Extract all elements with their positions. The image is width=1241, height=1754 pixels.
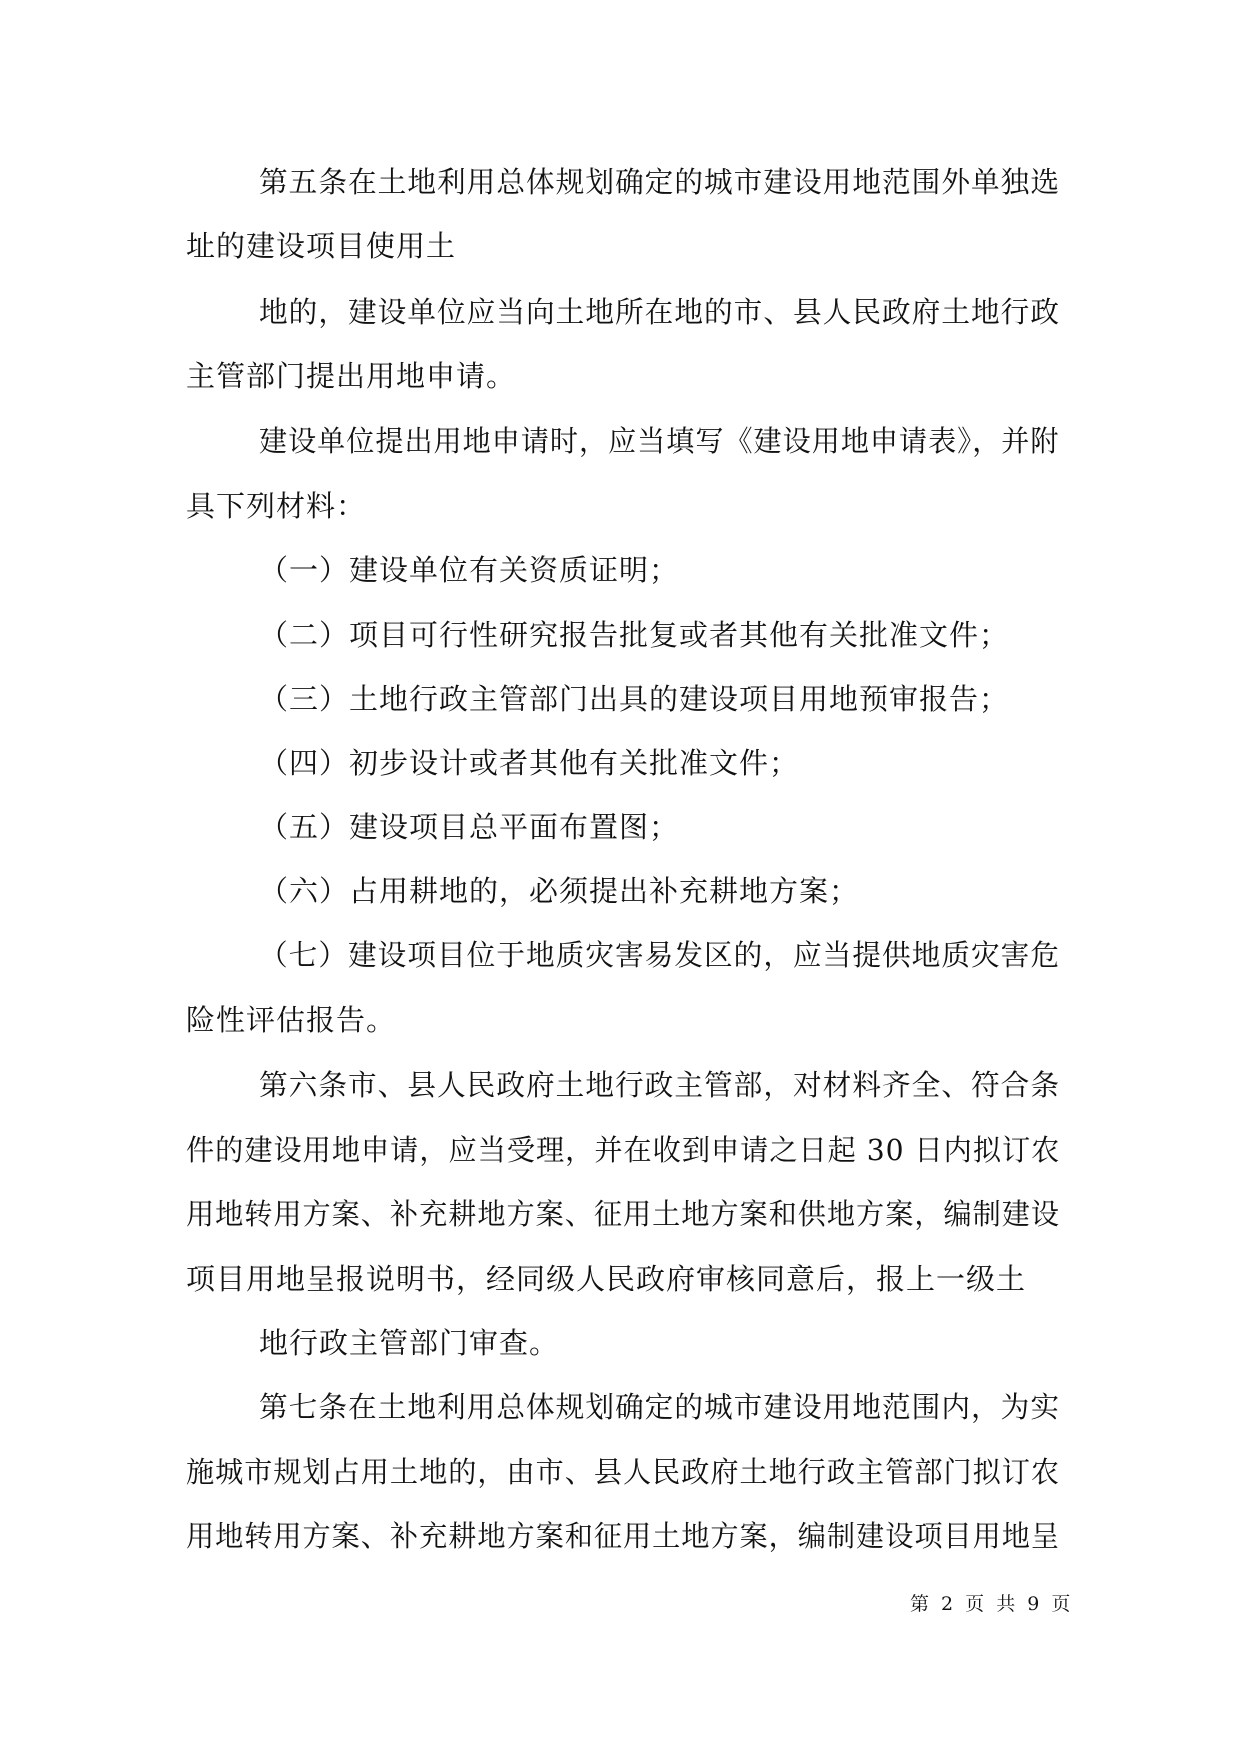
text-line: 第七条在土地利用总体规划确定的城市建设用地范围内，为实: [259, 1390, 1061, 1424]
list-item: （五）建设项目总平面布置图；: [259, 810, 680, 844]
text-line: 用地转用方案、补充耕地方案和征用土地方案，编制建设项目用地呈: [186, 1519, 1061, 1553]
text-line: 第六条市、县人民政府土地行政主管部，对材料齐全、符合条: [259, 1068, 1061, 1102]
text-line: 用地转用方案、补充耕地方案、征用土地方案和供地方案，编制建设: [186, 1197, 1061, 1231]
text-line: 件的建设用地申请，应当受理，并在收到申请之日起 30 日内拟订农: [186, 1133, 1061, 1167]
page-number: 第 2 页 共 9 页: [910, 1593, 1074, 1615]
list-item: （一）建设单位有关资质证明；: [259, 553, 680, 587]
list-item: （四）初步设计或者其他有关批准文件；: [259, 746, 800, 780]
list-item: （六）占用耕地的，必须提出补充耕地方案；: [259, 874, 860, 908]
list-item: （二）项目可行性研究报告批复或者其他有关批准文件；: [259, 618, 1010, 652]
text-line: 地的，建设单位应当向土地所在地的市、县人民政府土地行政: [259, 295, 1061, 329]
list-item: （三）土地行政主管部门出具的建设项目用地预审报告；: [259, 682, 1010, 716]
text-line: 施城市规划占用土地的，由市、县人民政府土地行政主管部门拟订农: [186, 1455, 1061, 1489]
text-line: 险性评估报告。: [186, 1003, 397, 1037]
text-line: 建设单位提出用地申请时，应当填写《建设用地申请表》，并附: [259, 424, 1060, 458]
text-line: 址的建设项目使用土: [186, 229, 457, 263]
text-line: 主管部门提出用地申请。: [186, 359, 517, 393]
text-line: 第五条在土地利用总体规划确定的城市建设用地范围外单独选: [259, 165, 1061, 199]
text-line: 具下列材料：: [186, 489, 367, 523]
text-line: 项目用地呈报说明书，经同级人民政府审核同意后，报上一级土: [186, 1262, 1027, 1296]
text-line: 地行政主管部门审查。: [259, 1326, 560, 1360]
list-item: （七）建设项目位于地质灾害易发区的，应当提供地质灾害危: [259, 938, 1061, 972]
